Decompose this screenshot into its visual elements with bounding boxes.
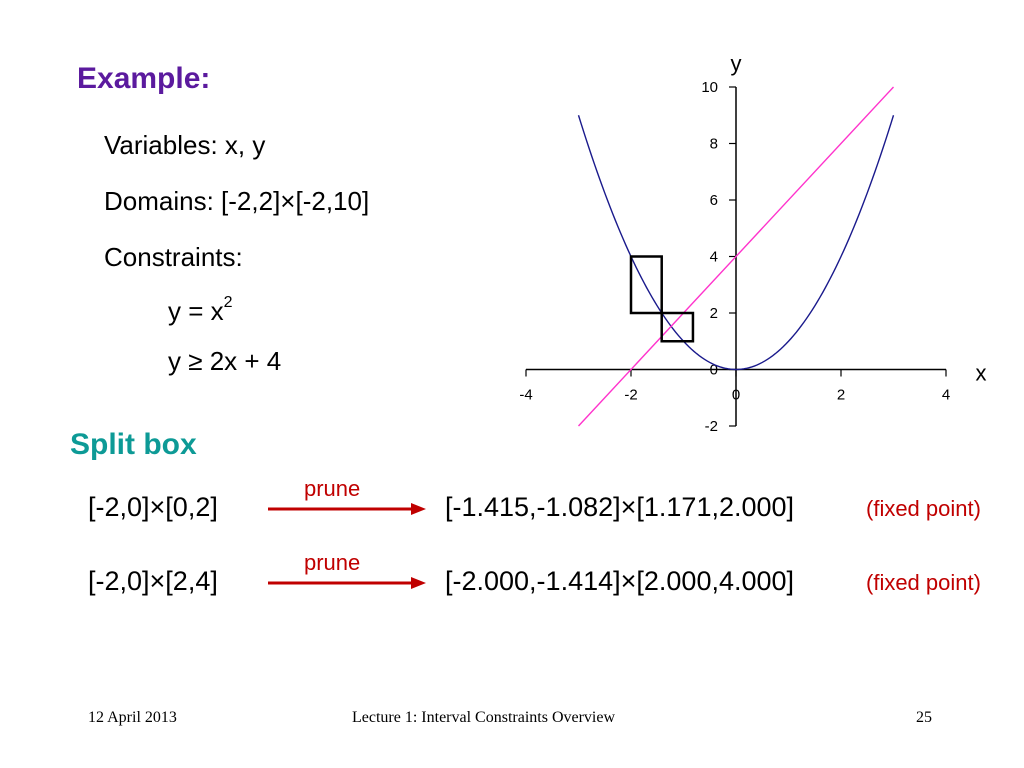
x-tick-label: -2	[624, 386, 638, 404]
constraint-parabola-exponent: 2	[223, 294, 233, 311]
constraint-chart	[500, 40, 1000, 440]
row1-arrow-icon	[268, 499, 428, 519]
x-tick-label: -4	[519, 386, 533, 404]
example-heading: Example:	[77, 62, 211, 95]
row2-input-box: [-2,0]×[2,4]	[88, 566, 218, 596]
row1-output-box: [-1.415,-1.082]×[1.171,2.000]	[445, 492, 795, 522]
constraints-label: Constraints:	[104, 242, 243, 272]
split-box-heading: Split box	[70, 428, 197, 461]
constraint-parabola-base: y = x	[168, 296, 224, 326]
y-tick-label: 6	[709, 192, 718, 209]
y-tick-label: 4	[709, 248, 718, 266]
row1-fixed-point-note: (fixed point)	[866, 496, 981, 521]
constraint-line: y ≥ 2x + 4	[168, 346, 282, 376]
footer-page-number: 25	[916, 709, 932, 726]
domains-line: Domains: [-2,2]×[-2,10]	[104, 186, 370, 216]
y-tick-label: -2	[704, 418, 718, 435]
row2-prune-label: prune	[304, 550, 361, 575]
x-tick-label: 2	[836, 386, 846, 404]
footer-date: 12 April 2013	[88, 709, 177, 726]
split-box-2	[662, 313, 693, 341]
row2-arrow-icon	[268, 573, 428, 593]
row1-prune-label: prune	[304, 476, 361, 501]
x-tick-label: 0	[731, 386, 741, 404]
footer-title: Lecture 1: Interval Constraints Overview	[352, 709, 616, 726]
row2-fixed-point-note: (fixed point)	[866, 570, 981, 595]
y-tick-label: 2	[709, 305, 718, 322]
x-axis-label: x	[975, 360, 987, 386]
x-tick-label: 4	[941, 386, 951, 404]
row1-input-box: [-2,0]×[0,2]	[88, 492, 218, 522]
y-tick-label: 0	[709, 361, 718, 379]
constraint-parabola	[168, 296, 233, 327]
y-tick-label: 10	[701, 79, 718, 96]
row2-output-box: [-2.000,-1.414]×[2.000,4.000]	[445, 566, 795, 596]
y-axis-label: y	[730, 51, 742, 76]
variables-line: Variables: x, y	[104, 130, 266, 160]
y-tick-label: 8	[709, 135, 718, 153]
